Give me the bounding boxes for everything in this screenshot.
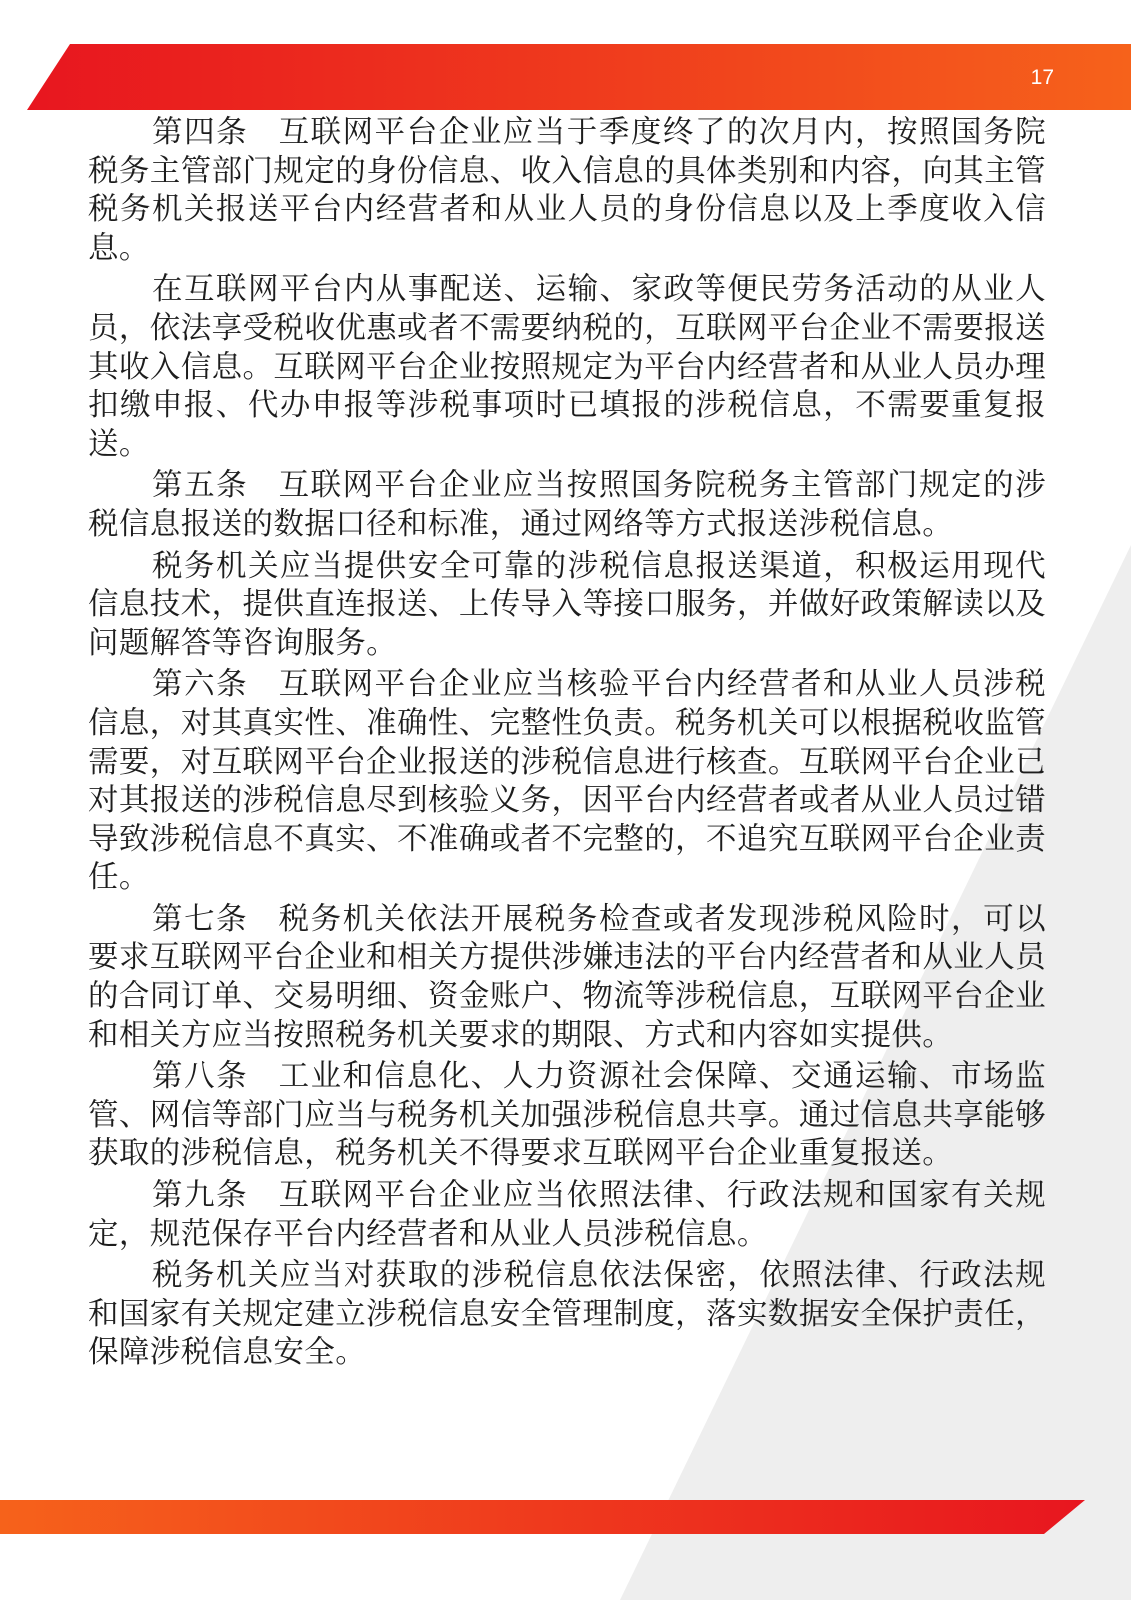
page-number: 17 <box>1030 66 1054 89</box>
paragraph-article-7 <box>88 901 1046 1055</box>
paragraph-text: 互联网平台企业应当核验平台内经营者和从业人员涉税信息，对其真实性、准确性、完整性负责。税务机关可以根据税收监管需要，对互联网平台企业报送的涉税信息进行核查。互联网平台企业已对其报送的涉税信息尽到核验义务，因平台内经营者或者从业人员过错导致涉税信息不真实、不准确或者不完整的，不追究互联网平台企业责任。 <box>88 667 1046 896</box>
article-label: 第九条 <box>152 1178 249 1214</box>
paragraph-article-5-clause-2 <box>88 548 1046 664</box>
paragraph-text: 互联网平台企业应当依照法律、行政法规和国家有关规定，规范保存平台内经营者和从业人员涉税信息。 <box>88 1178 1046 1252</box>
article-label: 第七条 <box>152 901 249 937</box>
paragraph-article-9-clause-2 <box>88 1257 1046 1373</box>
article-label: 第六条 <box>152 667 249 703</box>
paragraph-text: 税务机关依法开展税务检查或者发现涉税风险时，可以要求互联网平台企业和相关方提供涉嫌违法的平台内经营者和从业人员的合同订单、交易明细、资金账户、物流等涉税信息，互联网平台企业和相关方应当按照税务机关要求的期限、方式和内容如实提供。 <box>88 901 1046 1053</box>
paragraph-text: 互联网平台企业应当按照国务院税务主管部门规定的涉税信息报送的数据口径和标准，通过网络等方式报送涉税信息。 <box>88 468 1046 542</box>
header-band <box>0 0 1131 130</box>
document-body <box>88 114 1046 1376</box>
paragraph-article-9 <box>88 1177 1046 1254</box>
paragraph-article-4 <box>88 114 1046 268</box>
paragraph-text: 税务机关应当对获取的涉税信息依法保密，依照法律、行政法规和国家有关规定建立涉税信息安全管理制度，落实数据安全保护责任，保障涉税信息安全。 <box>88 1258 1046 1371</box>
paragraph-text: 互联网平台企业应当于季度终了的次月内，按照国务院税务主管部门规定的身份信息、收入信息的具体类别和内容，向其主管税务机关报送平台内经营者和从业人员的身份信息以及上季度收入信息。 <box>88 115 1046 266</box>
paragraph-text: 在互联网平台内从事配送、运输、家政等便民劳务活动的从业人员，依法享受税收优惠或者不需要纳税的，互联网平台企业不需要报送其收入信息。互联网平台企业按照规定为平台内经营者和从业人员办理扣缴申报、代办申报等涉税事项时已填报的涉税信息，不需要重复报送。 <box>88 272 1046 462</box>
footer-band <box>0 1500 1131 1560</box>
paragraph-article-4-clause-2 <box>88 271 1046 464</box>
article-label: 第四条 <box>152 115 249 150</box>
article-label: 第五条 <box>152 468 249 504</box>
paragraph-article-8 <box>88 1058 1046 1174</box>
article-label: 第八条 <box>152 1059 249 1095</box>
paragraph-article-6 <box>88 666 1046 898</box>
paragraph-text: 工业和信息化、人力资源社会保障、交通运输、市场监管、网信等部门应当与税务机关加强涉税信息共享。通过信息共享能够获取的涉税信息，税务机关不得要求互联网平台企业重复报送。 <box>88 1059 1046 1172</box>
paragraph-article-5 <box>88 467 1046 544</box>
paragraph-text: 税务机关应当提供安全可靠的涉税信息报送渠道，积极运用现代信息技术，提供直连报送、上传导入等接口服务，并做好政策解读以及问题解答等咨询服务。 <box>88 548 1046 661</box>
